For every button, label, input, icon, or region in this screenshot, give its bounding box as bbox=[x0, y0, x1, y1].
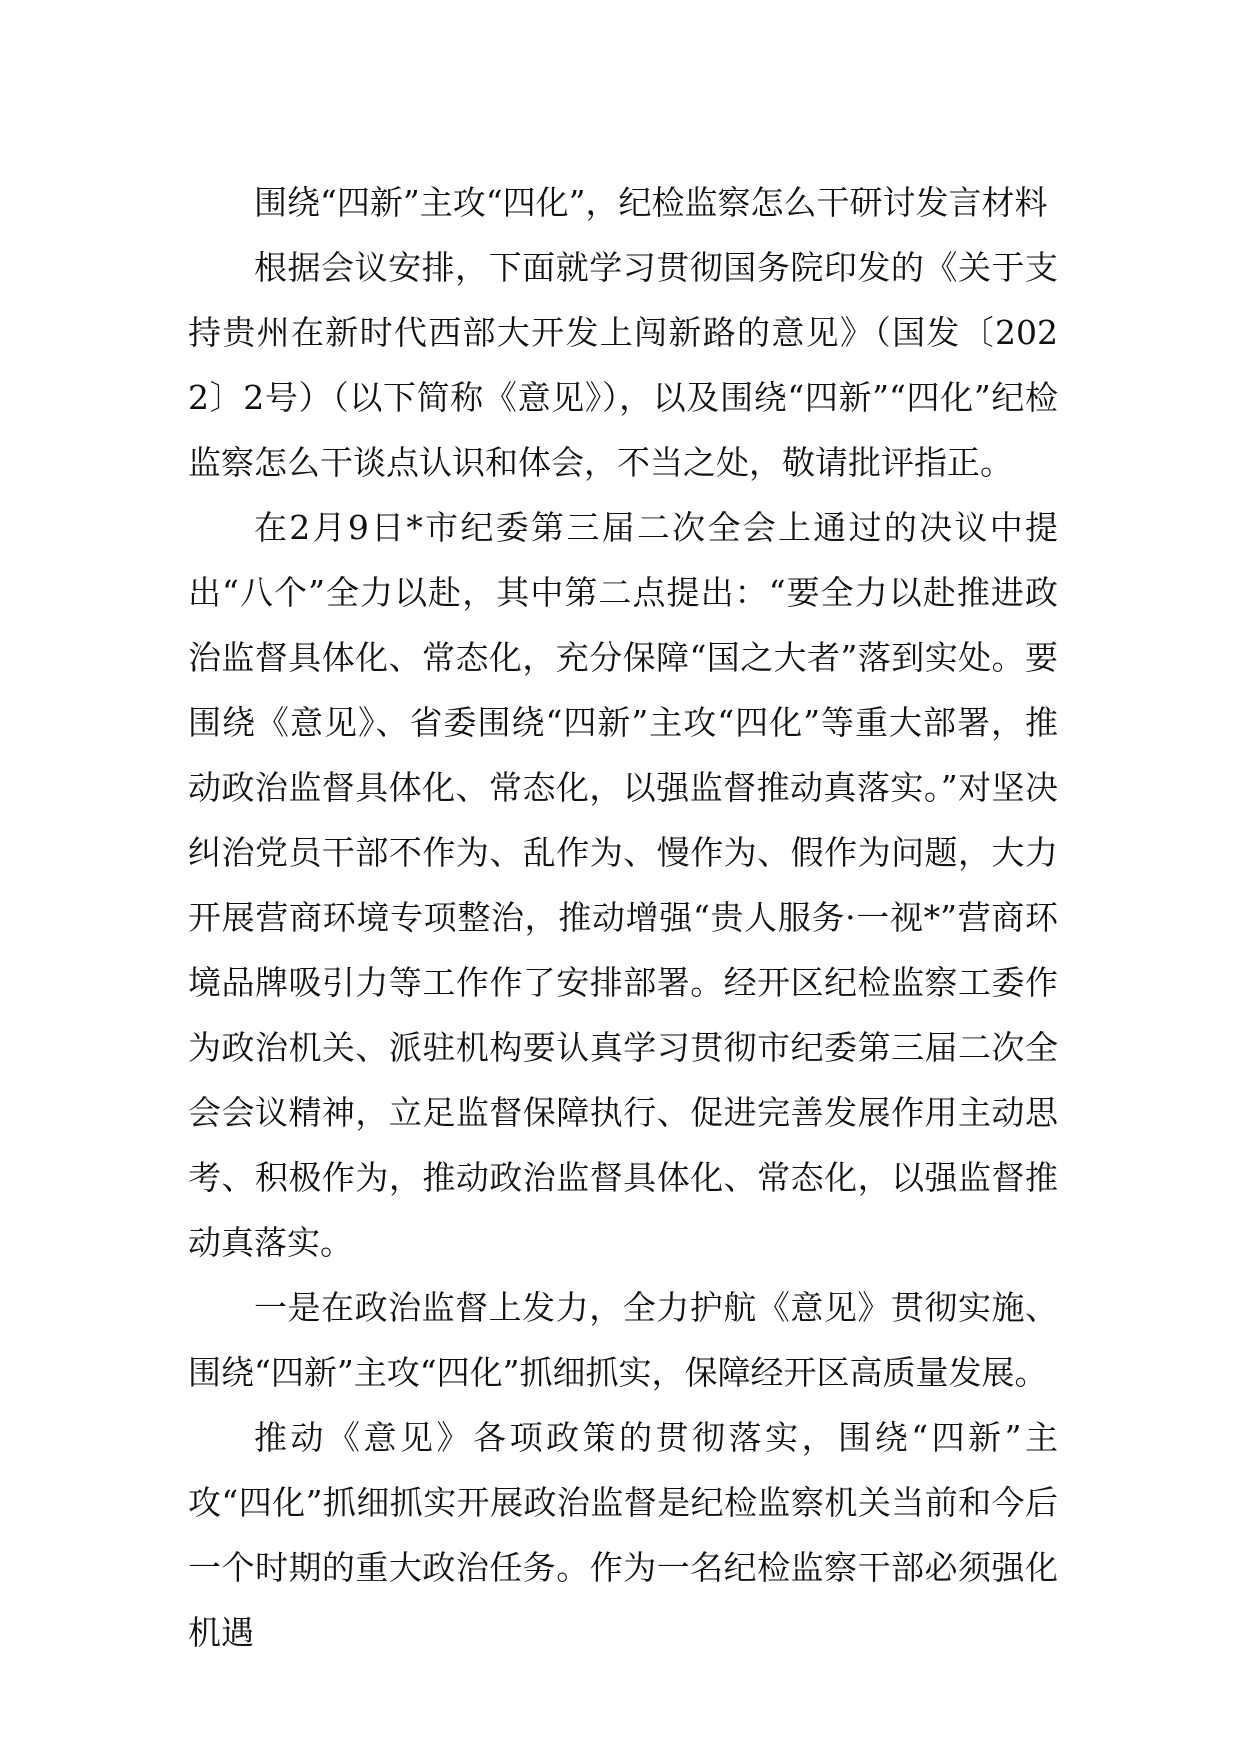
document-title: 围绕“四新”主攻“四化”，纪检监察怎么干研讨发言材料 bbox=[254, 183, 1048, 222]
paragraph-point-one: 一是在政治监督上发力，全力护航《意见》贯彻实施、围绕“四新”主攻“四化”抓细抓实，保障经开区高质量发展。 bbox=[188, 1288, 1058, 1392]
paragraph-policy: 推动《意见》各项政策的贯彻落实，围绕“四新”主攻“四化”抓细抓实开展政治监督是纪检监察机关当前和今后一个时期的重大政治任务。作为一名纪检监察干部必须强化机遇 bbox=[188, 1418, 1058, 1652]
paragraph-resolution: 在2月9日*市纪委第三届二次全会上通过的决议中提出“八个”全力以赴，其中第二点提出：“要全力以赴推进政治监督具体化、常态化，充分保障“国之大者”落到实处。要围绕《意见》、省委围绕“四新”主攻“四化”等重大部署，推动政治监督具体化、常态化，以强监督推动真落实。”对坚决纠治党员干部不作为、乱作为、慢作为、假作为问题，大力开展营商环境专项整治，推动增强“贵人服务·一视*”营商环境品牌吸引力等工作作了安排部署。经开区纪检监察工委作为政治机关、派驻机构要认真学习贯彻市纪委第三届二次全会会议精神，立足监督保障执行、促进完善发展作用主动思考、积极作为，推动政治监督具体化、常态化，以强监督推动真落实。 bbox=[188, 508, 1058, 1262]
paragraph-intro: 根据会议安排，下面就学习贯彻国务院印发的《关于支持贵州在新时代西部大开发上闯新路的意见》（国发〔2022〕2号）（以下简称《意见》），以及围绕“四新”“四化”纪检监察怎么干谈点认识和体会，不当之处，敬请批评指正。 bbox=[188, 248, 1058, 482]
document-body bbox=[188, 170, 1058, 1665]
